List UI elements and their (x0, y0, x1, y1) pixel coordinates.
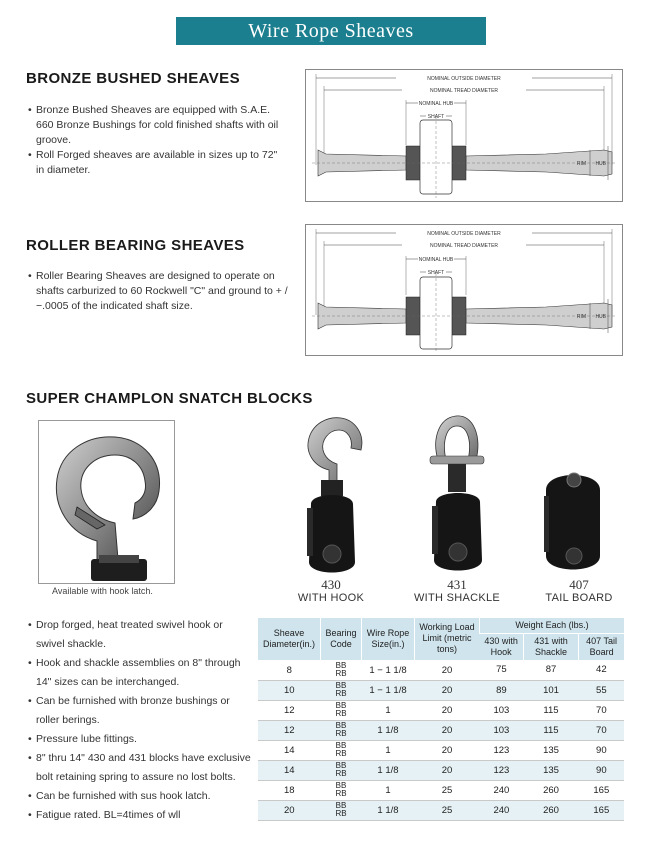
bearing-code-bb: BB (335, 681, 347, 690)
bearing-code-rb: RB (335, 769, 347, 778)
label-rim: RIM (576, 314, 586, 320)
th-sheave: Sheave Diameter(in.) (258, 618, 321, 660)
cell-weight-430: 75 (480, 660, 524, 680)
cell-weight-430: 103 (480, 700, 524, 720)
block-431-photo (412, 410, 502, 580)
cell-weight-431: 260 (523, 800, 578, 820)
cell-load-limit: 20 (415, 760, 480, 780)
cell-diameter: 12 (258, 700, 321, 720)
cell-load-limit: 20 (415, 720, 480, 740)
label-nominal-hub: NOMINAL HUB (418, 257, 454, 263)
bullet-item: • Roller Bearing Sheaves are designed to operate on shafts carburized to 60 Rockwell "C" and ground to + / −.0005 of the indicated shaft size. (28, 269, 290, 314)
cell-diameter: 18 (258, 780, 321, 800)
bullet-item: • Pressure lube fittings. (28, 730, 252, 749)
cell-rope-size: 1 (362, 700, 415, 720)
table-row (258, 800, 624, 820)
bearing-code-rb: RB (335, 669, 347, 678)
model-407 (524, 578, 634, 605)
cell-weight-407: 90 (579, 740, 624, 760)
label-tread-diameter: NOMINAL TREAD DIAMETER (429, 243, 499, 249)
bearing-code-rb: RB (335, 789, 347, 798)
cell-weight-407: 90 (579, 760, 624, 780)
bullet-item: • Can be furnished with sus hook latch. (28, 787, 252, 806)
cell-bearing-code (321, 760, 362, 780)
snatch-block-spec-table (258, 618, 624, 821)
table-row (258, 720, 624, 740)
cell-load-limit: 20 (415, 660, 480, 680)
cell-weight-431: 135 (523, 760, 578, 780)
cell-weight-430: 89 (480, 680, 524, 700)
cell-diameter: 14 (258, 760, 321, 780)
model-label: WITH HOOK (297, 592, 365, 604)
cell-bearing-code (321, 720, 362, 740)
cell-rope-size: 1 (362, 780, 415, 800)
model-label: TAIL BOARD (545, 592, 613, 604)
cell-diameter: 12 (258, 720, 321, 740)
table-row (258, 780, 624, 800)
th-bearing: Bearing Code (321, 618, 362, 660)
cell-bearing-code (321, 800, 362, 820)
model-label: WITH SHACKLE (413, 592, 501, 604)
bullet-item: • Roll Forged sheaves are available in sizes up to 72" in diameter. (28, 148, 283, 178)
bearing-code-rb: RB (335, 709, 347, 718)
cell-load-limit: 25 (415, 800, 480, 820)
cell-weight-407: 55 (579, 680, 624, 700)
hook-caption: Available with hook latch. (52, 586, 153, 596)
cell-rope-size: 1 1/8 (362, 760, 415, 780)
cell-load-limit: 25 (415, 780, 480, 800)
model-430 (276, 578, 386, 605)
cell-rope-size: 1 1/8 (362, 800, 415, 820)
bearing-code-bb: BB (335, 741, 347, 750)
cell-bearing-code (321, 700, 362, 720)
block-407-photo (534, 460, 614, 578)
cell-load-limit: 20 (415, 740, 480, 760)
th-weight: Weight Each (lbs.) (480, 618, 625, 634)
cell-rope-size: 1 − 1 1/8 (362, 660, 415, 680)
cell-weight-407: 42 (579, 660, 624, 680)
th-w431: 431 with Shackle (523, 634, 578, 661)
bronze-sheave-diagram (305, 69, 623, 202)
cell-bearing-code (321, 680, 362, 700)
cell-rope-size: 1 − 1 1/8 (362, 680, 415, 700)
th-rope: Wire Rope Size(in.) (362, 618, 415, 660)
cell-bearing-code (321, 780, 362, 800)
cell-load-limit: 20 (415, 680, 480, 700)
bronze-bullets (28, 103, 283, 178)
cell-weight-407: 70 (579, 720, 624, 740)
cell-weight-430: 123 (480, 740, 524, 760)
table-row (258, 740, 624, 760)
model-number: 431 (447, 577, 467, 592)
label-outside-diameter: NOMINAL OUTSIDE DIAMETER (427, 231, 501, 237)
cell-bearing-code (321, 740, 362, 760)
roller-bullets (28, 269, 290, 314)
th-w430: 430 with Hook (480, 634, 524, 661)
cell-rope-size: 1 (362, 740, 415, 760)
label-rim: RIM (576, 161, 586, 167)
cell-diameter: 14 (258, 740, 321, 760)
cell-diameter: 8 (258, 660, 321, 680)
block-430-photo (285, 412, 375, 580)
label-hub-side: HUB (595, 161, 606, 167)
roller-sheave-diagram (305, 224, 623, 356)
bearing-code-rb: RB (335, 729, 347, 738)
cell-weight-430: 103 (480, 720, 524, 740)
cell-load-limit: 20 (415, 700, 480, 720)
bearing-code-rb: RB (335, 809, 347, 818)
page-banner: Wire Rope Sheaves (176, 17, 486, 45)
cell-weight-430: 240 (480, 780, 524, 800)
table-body (258, 660, 624, 820)
th-load: Working Load Limit (metric tons) (415, 618, 480, 660)
label-hub-side: HUB (595, 314, 606, 320)
th-w407: 407 Tail Board (579, 634, 624, 661)
label-shaft: SHAFT (427, 114, 445, 120)
bearing-code-bb: BB (335, 701, 347, 710)
bullet-item: • Fatigue rated. BL=4times of wll (28, 806, 252, 825)
label-nominal-hub: NOMINAL HUB (418, 101, 454, 107)
bearing-code-bb: BB (335, 801, 347, 810)
table-row (258, 660, 624, 680)
table-row (258, 760, 624, 780)
hook-latch-photo (38, 420, 175, 584)
model-431 (402, 578, 512, 605)
cell-weight-431: 135 (523, 740, 578, 760)
bearing-code-bb: BB (335, 661, 347, 670)
section-title-bronze: BRONZE BUSHED SHEAVES (26, 70, 240, 87)
bullet-item: • Drop forged, heat treated swivel hook or swivel shackle. (28, 616, 252, 654)
bullet-item: • Hook and shackle assemblies on 8" through 14" sizes can be interchanged. (28, 654, 252, 692)
bullet-item: • Bronze Bushed Sheaves are equipped with S.A.E. 660 Bronze Bushings for cold finished shafts with oil groove. (28, 103, 283, 148)
label-tread-diameter: NOMINAL TREAD DIAMETER (429, 88, 499, 94)
cell-weight-407: 165 (579, 800, 624, 820)
cell-weight-431: 260 (523, 780, 578, 800)
cell-weight-430: 123 (480, 760, 524, 780)
bullet-item: • 8" thru 14" 430 and 431 blocks have exclusive bolt retaining spring to assure no lost bolts. (28, 749, 252, 787)
cell-diameter: 10 (258, 680, 321, 700)
cell-weight-407: 70 (579, 700, 624, 720)
table-row (258, 680, 624, 700)
bullet-item: • Can be furnished with bronze bushings or roller berings. (28, 692, 252, 730)
label-outside-diameter: NOMINAL OUTSIDE DIAMETER (427, 76, 501, 82)
bearing-code-bb: BB (335, 761, 347, 770)
cell-diameter: 20 (258, 800, 321, 820)
table-row (258, 700, 624, 720)
label-shaft: SHAFT (427, 270, 445, 276)
model-number: 407 (569, 577, 589, 592)
cell-bearing-code (321, 660, 362, 680)
cell-weight-431: 101 (523, 680, 578, 700)
cell-weight-431: 87 (523, 660, 578, 680)
model-number: 430 (321, 577, 341, 592)
cell-weight-407: 165 (579, 780, 624, 800)
cell-weight-430: 240 (480, 800, 524, 820)
bearing-code-bb: BB (335, 721, 347, 730)
cell-weight-431: 115 (523, 720, 578, 740)
cell-weight-431: 115 (523, 700, 578, 720)
snatch-bullets (28, 616, 252, 825)
bearing-code-rb: RB (335, 749, 347, 758)
cell-rope-size: 1 1/8 (362, 720, 415, 740)
section-title-roller: ROLLER BEARING SHEAVES (26, 237, 245, 254)
bearing-code-rb: RB (335, 689, 347, 698)
section-title-snatch: SUPER CHAMPLON SNATCH BLOCKS (26, 390, 313, 407)
bearing-code-bb: BB (335, 781, 347, 790)
